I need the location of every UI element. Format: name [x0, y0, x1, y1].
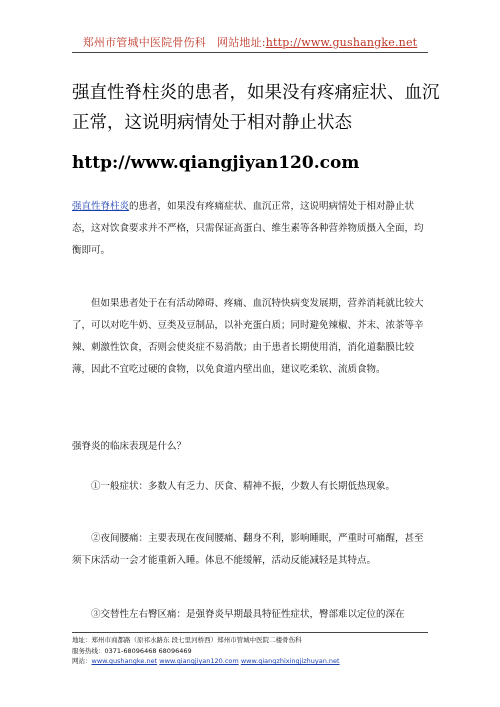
site-url: http://www.qiangjiyan120.com [72, 153, 360, 173]
paragraph-1-text: 的患者，如果没有疼痛症状、血沉正常，这说明病情处于相对静止状态，这对饮食要求并不严格，只需保证高蛋白、维生素等各种营养物质摄入全面，均衡即可。 [72, 201, 424, 256]
header-url-link[interactable]: http://www.gushangke.net [265, 36, 418, 49]
footer-sites [72, 656, 428, 667]
header-url-label: 网站地址: [217, 36, 266, 49]
footer-address: 地址：郑州市商都路（原祁水路东 段七里河桥西）郑州市管城中医院二楼骨伤科 [72, 636, 302, 644]
keyword-link[interactable]: 强直性脊柱炎 [72, 201, 130, 212]
footer-site-link-3[interactable]: www.qiangzhixingjizhuyan.net [240, 657, 340, 665]
paragraph-2: 但如果患者处于在有活动障碍、疼痛、血沉特快病变发展期，营养消耗就比较大了，可以对吃牛奶、豆类及豆制品，以补充蛋白质；同时避免辣椒、芥末、浓茶等辛辣、刺激性饮食，否则会使炎症不易消散；由于患者长期使用消，消化道黏膜比较薄，因此不宜吃过硬的食物，以免食道内壁出血，建议吃柔软、流质食物。 [72, 298, 424, 375]
page-header [72, 34, 428, 50]
paragraph-1 [72, 196, 428, 262]
footer-site-link-2[interactable]: www.qiangjiyan120.com [159, 657, 239, 665]
page-footer [72, 635, 428, 667]
footer-divider [72, 632, 428, 633]
header-divider [72, 52, 428, 53]
symptom-2: ②夜间腰痛：主要表现在夜间腰痛、翻身不利，影响睡眠，严重时可痛醒，甚至须下床活动一会才能重新入睡。体息不能缓解，活动反能减轻是其特点。 [72, 533, 424, 566]
section-question: 强脊炎的临床表现是什么？ [72, 441, 187, 452]
footer-site-link-1[interactable]: www.gushangke.net [91, 657, 158, 665]
article-title: 强直性脊柱炎的患者，如果没有疼痛症状、血沉正常，这说明病情处于相对静止状态 [72, 83, 440, 133]
symptom-3: ③交替性左右臀区痛：是强脊炎早期最具特征性症状，臀部难以定位的深在 [91, 609, 405, 620]
footer-hotline: 服务热线：0371-68096468 68096469 [72, 646, 192, 655]
footer-sites-label: 网站： [72, 657, 92, 665]
header-org: 郑州市管城中医院骨伤科 [82, 36, 206, 49]
symptom-1: ①一般症状：多数人有乏力、厌食、精神不振，少数人有长期低热现象。 [91, 481, 396, 492]
